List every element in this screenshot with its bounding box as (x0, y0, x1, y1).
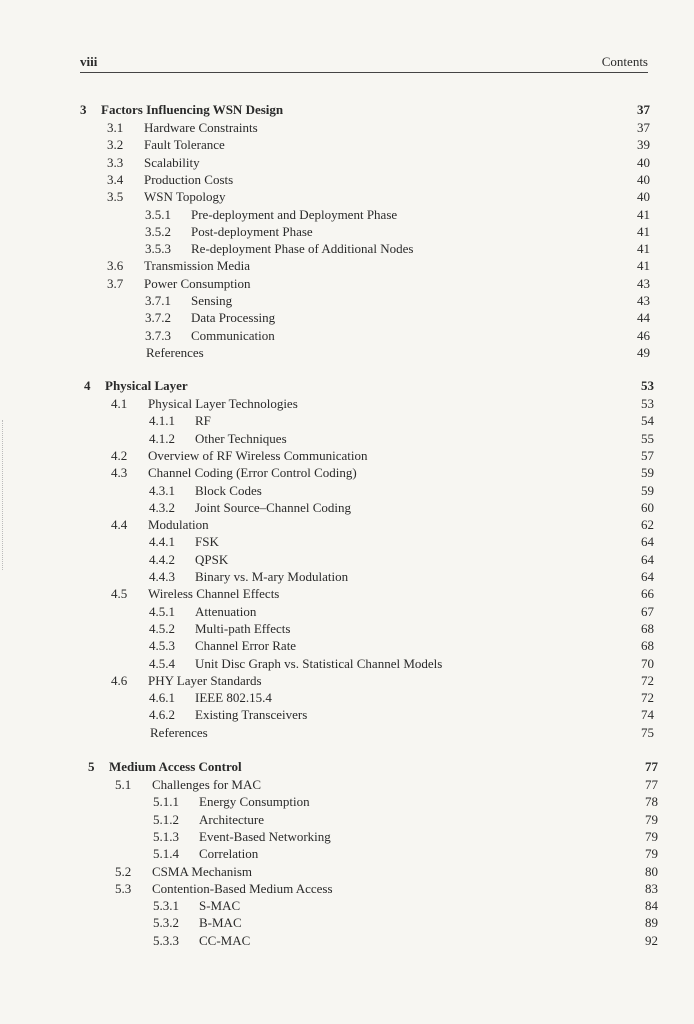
chapter-page-number: 53 (641, 378, 654, 393)
section-page-number: 83 (645, 880, 658, 896)
section-title: Joint Source–Channel Coding (195, 499, 351, 515)
chapter-title: Physical Layer (105, 378, 188, 393)
section-number: 3.2 (107, 137, 124, 153)
references-entry: References (146, 344, 204, 360)
section-number: 4.6.2 (149, 707, 175, 723)
section-page-number: 79 (645, 811, 658, 827)
section-title: Multi-path Effects (195, 620, 291, 636)
section-number: 5.1.3 (153, 828, 179, 844)
section-title: Overview of RF Wireless Communication (148, 447, 368, 463)
section-title: PHY Layer Standards (148, 672, 262, 688)
section-page-number: 64 (641, 569, 654, 584)
section-page-number: 39 (637, 137, 650, 153)
section-title: Data Processing (191, 310, 276, 326)
section-number: 5.1.2 (153, 811, 179, 827)
section-page-number: 68 (641, 638, 654, 654)
section-number: 4.3 (111, 465, 128, 481)
section-page-number: 53 (641, 396, 654, 411)
section-number: 5.1.4 (153, 846, 179, 862)
section-page-number: 66 (641, 586, 654, 602)
section-title: Production Costs (144, 171, 234, 187)
section-number: 3.1 (107, 120, 124, 135)
page-header (80, 52, 648, 73)
section-title: FSK (195, 534, 219, 550)
section-page-number: 80 (645, 863, 658, 879)
section-title: Channel Coding (Error Control Coding) (148, 465, 357, 481)
section-title: Scalability (144, 154, 200, 170)
chapter-number: 5 (88, 759, 95, 774)
section-page-number: 75 (641, 724, 654, 740)
section-page-number: 70 (641, 655, 654, 671)
section-page-number: 79 (645, 846, 658, 862)
section-number: 4.2 (111, 447, 128, 463)
section-title: Post-deployment Phase (191, 223, 313, 239)
section-page-number: 72 (641, 672, 654, 688)
section-title: Hardware Constraints (144, 120, 258, 135)
section-page-number: 72 (641, 690, 654, 706)
section-number: 5.3.1 (153, 898, 179, 914)
page-number: viii (80, 54, 98, 69)
section-page-number: 68 (641, 620, 654, 636)
section-page-number: 79 (645, 828, 658, 844)
section-number: 5.3 (115, 880, 132, 896)
section-title: Modulation (148, 517, 209, 533)
section-title: WSN Topology (144, 189, 226, 205)
section-title: Architecture (199, 811, 264, 827)
section-number: 4.5.3 (149, 638, 175, 654)
chapter-title: Medium Access Control (109, 759, 242, 774)
section-page-number: 74 (641, 707, 654, 723)
section-page-number: 64 (641, 551, 654, 567)
section-page-number: 40 (637, 171, 650, 187)
section-number: 4.1.1 (149, 413, 175, 429)
section-page-number: 84 (645, 898, 658, 914)
section-title: RF (195, 413, 211, 429)
section-number: 3.5 (107, 189, 124, 205)
section-title: Communication (191, 327, 275, 343)
section-title: Sensing (191, 293, 233, 308)
section-page-number: 40 (637, 189, 650, 205)
section-number: 4.5.4 (149, 655, 175, 671)
scan-artifact (2, 420, 13, 570)
section-title: Pre-deployment and Deployment Phase (191, 206, 398, 222)
references-entry: References (150, 724, 208, 740)
section-title: Transmission Media (144, 258, 251, 274)
section-title: Fault Tolerance (144, 137, 225, 153)
section-page-number: 41 (637, 223, 650, 239)
section-number: 4.5.2 (149, 620, 175, 636)
section-number: 5.2 (115, 863, 132, 879)
section-page-number: 78 (645, 794, 658, 810)
section-page-number: 57 (641, 447, 654, 463)
section-title: Challenges for MAC (152, 777, 262, 792)
section-number: 5.3.2 (153, 915, 179, 931)
section-page-number: 62 (641, 517, 654, 533)
section-page-number: 54 (641, 413, 654, 429)
section-number: 4.4.1 (149, 534, 175, 550)
section-title: Energy Consumption (199, 794, 310, 810)
section-page-number: 92 (645, 932, 658, 948)
section-title: Other Techniques (195, 430, 287, 446)
section-title: CC-MAC (199, 932, 251, 948)
section-number: 3.4 (107, 171, 124, 187)
section-number: 4.1 (111, 396, 128, 411)
section-title: Event-Based Networking (199, 828, 331, 844)
section-title: Channel Error Rate (195, 638, 297, 654)
section-number: 4.4 (111, 517, 128, 533)
section-page-number: 37 (637, 120, 650, 135)
section-number: 4.6.1 (149, 690, 175, 706)
section-title: Power Consumption (144, 275, 251, 291)
section-number: 4.6 (111, 672, 128, 688)
section-page-number: 59 (641, 482, 654, 498)
section-title: Re-deployment Phase of Additional Nodes (191, 241, 414, 257)
chapter-title: Factors Influencing WSN Design (101, 102, 284, 117)
section-title: QPSK (195, 551, 229, 567)
section-page-number: 43 (637, 293, 650, 308)
section-title: Correlation (199, 846, 259, 862)
section-page-number: 43 (637, 275, 650, 291)
section-title: Block Codes (195, 482, 262, 498)
section-page-number: 60 (641, 499, 654, 515)
section-page-number: 49 (637, 344, 650, 360)
section-number: 3.7.3 (145, 327, 171, 343)
section-number: 3.5.1 (145, 206, 171, 222)
section-number: 4.5 (111, 586, 128, 602)
section-page-number: 41 (637, 241, 650, 257)
section-title: Unit Disc Graph vs. Statistical Channel Models (195, 655, 443, 671)
chapter-number: 4 (84, 378, 91, 393)
section-title: CSMA Mechanism (152, 863, 253, 879)
section-number: 4.4.2 (149, 551, 175, 567)
chapter-number: 3 (80, 102, 87, 117)
section-page-number: 59 (641, 465, 654, 481)
section-page-number: 46 (637, 327, 650, 343)
section-number: 4.3.1 (149, 482, 175, 498)
section-title: Existing Transceivers (195, 707, 308, 723)
section-title: IEEE 802.15.4 (195, 690, 272, 706)
section-number: 3.6 (107, 258, 124, 274)
section-page-number: 41 (637, 206, 650, 222)
section-page-number: 67 (641, 603, 654, 619)
section-number: 4.1.2 (149, 430, 175, 446)
section-number: 4.3.2 (149, 499, 175, 515)
section-page-number: 41 (637, 258, 650, 274)
section-page-number: 64 (641, 534, 654, 550)
section-number: 3.5.2 (145, 223, 171, 239)
section-title: Attenuation (195, 603, 257, 619)
running-title: Contents (601, 54, 648, 69)
section-number: 4.5.1 (149, 603, 175, 619)
section-number: 3.5.3 (145, 241, 171, 257)
chapter-page-number: 77 (645, 759, 658, 774)
section-page-number: 55 (641, 430, 654, 446)
section-number: 5.3.3 (153, 932, 179, 948)
section-title: Wireless Channel Effects (148, 586, 280, 602)
section-number: 3.7.1 (145, 293, 171, 308)
section-page-number: 77 (645, 777, 658, 792)
section-page-number: 89 (645, 915, 658, 931)
section-page-number: 44 (637, 310, 650, 326)
section-number: 3.7 (107, 275, 124, 291)
section-number: 5.1 (115, 777, 132, 792)
section-number: 3.3 (107, 154, 124, 170)
section-number: 3.7.2 (145, 310, 171, 326)
section-title: Physical Layer Technologies (148, 396, 298, 411)
section-page-number: 40 (637, 154, 650, 170)
section-title: Binary vs. M-ary Modulation (195, 569, 349, 584)
section-number: 4.4.3 (149, 569, 175, 584)
section-title: S-MAC (199, 898, 241, 914)
section-title: Contention-Based Medium Access (152, 880, 333, 896)
chapter-page-number: 37 (637, 102, 650, 117)
section-number: 5.1.1 (153, 794, 179, 810)
section-title: B-MAC (199, 915, 242, 931)
